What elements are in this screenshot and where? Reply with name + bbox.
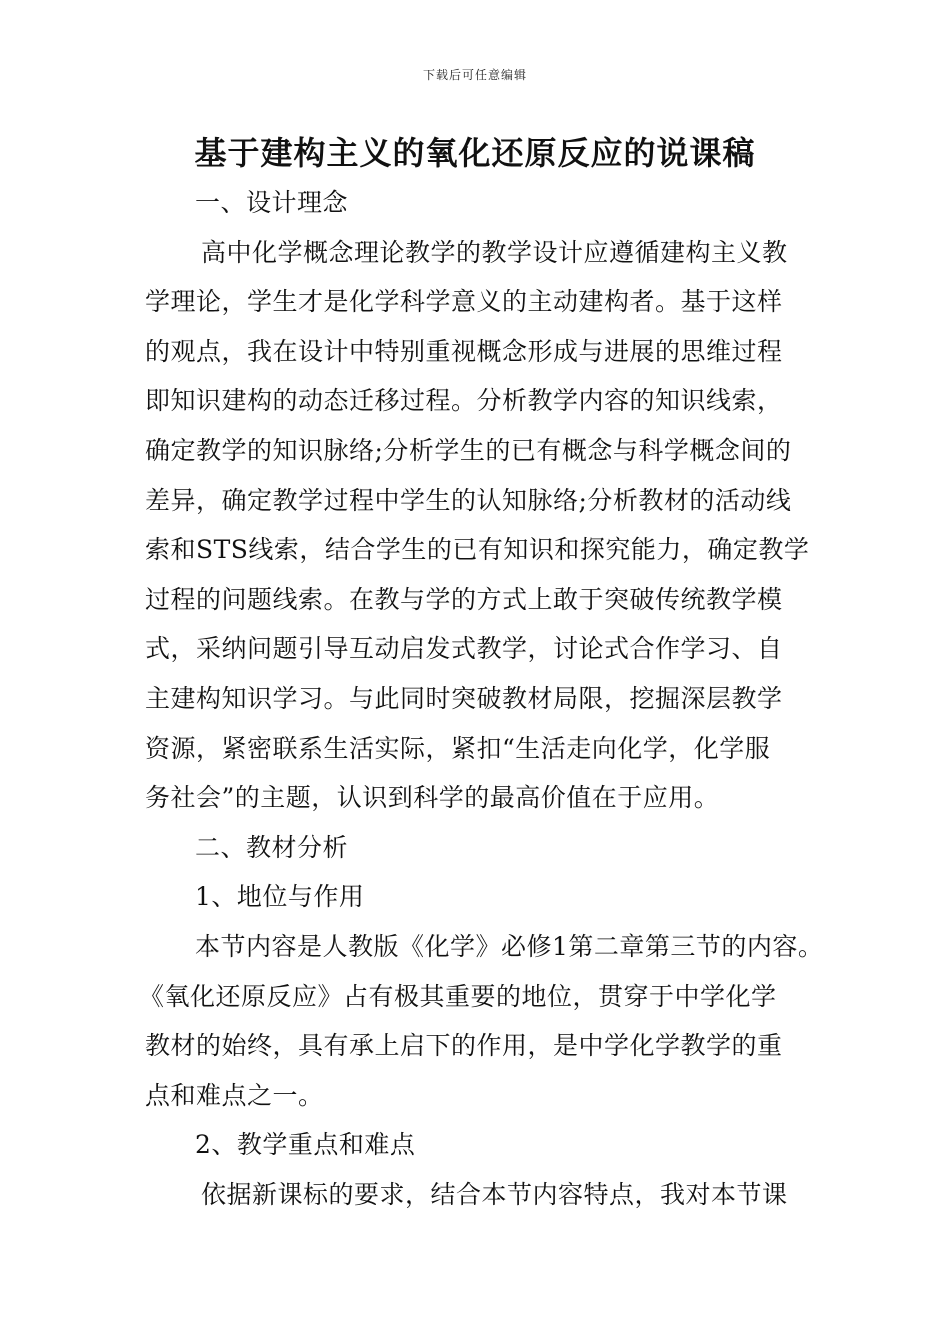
paragraph-line: 本节内容是人教版《化学》必修1第二章第三节的内容。 [195, 931, 824, 961]
paragraph-line: 过程的问题线索。在教与学的方式上敢于突破传统教学模 [145, 584, 783, 614]
paragraph-line: 务社会”的主题，认识到科学的最高价值在于应用。 [145, 783, 720, 813]
paragraph-line: 主建构知识学习。与此同时突破教材局限，挖掘深层教学 [145, 683, 783, 713]
paragraph-line: 确定教学的知识脉络;分析学生的已有概念与科学概念间的 [145, 435, 792, 465]
paragraph-line: 学理论，学生才是化学科学意义的主动建构者。基于这样 [145, 287, 783, 317]
paragraph-line: 即知识建构的动态迁移过程。分析教学内容的知识线索， [145, 386, 783, 416]
paragraph-line: 式，采纳问题引导互动启发式教学，讨论式合作学习、自 [145, 634, 783, 664]
subsection-heading-position-role: 1、地位与作用 [195, 882, 365, 912]
paragraph-line: 依据新课标的要求，结合本节内容特点，我对本节课 [201, 1179, 788, 1209]
document-title: 基于建构主义的氧化还原反应的说课稿 [194, 134, 756, 172]
paragraph-line: 差异，确定教学过程中学生的认知脉络;分析教材的活动线 [145, 485, 792, 515]
section-heading-design-concept: 一、设计理念 [195, 188, 349, 217]
paragraph-line: 索和STS线索，结合学生的已有知识和探究能力，确定教学 [145, 535, 810, 565]
header-note: 下载后可任意编辑 [422, 68, 527, 82]
paragraph-line: 《氧化还原反应》占有极其重要的地位，贯穿于中学化学 [139, 981, 777, 1011]
paragraph-line: 点和难点之一。 [145, 1080, 324, 1110]
paragraph-line: 的观点，我在设计中特别重视概念形成与进展的思维过程 [145, 336, 783, 366]
section-heading-textbook-analysis: 二、教材分析 [195, 832, 349, 862]
subsection-heading-key-points: 2、教学重点和难点 [195, 1130, 416, 1160]
paragraph-line: 高中化学概念理论教学的教学设计应遵循建构主义教 [201, 237, 788, 267]
paragraph-line: 教材的始终，具有承上启下的作用，是中学化学教学的重 [145, 1031, 783, 1061]
document-body [139, 178, 825, 1219]
paragraph-line: 资源，紧密联系生活实际，紧扣“生活走向化学，化学服 [145, 733, 771, 763]
